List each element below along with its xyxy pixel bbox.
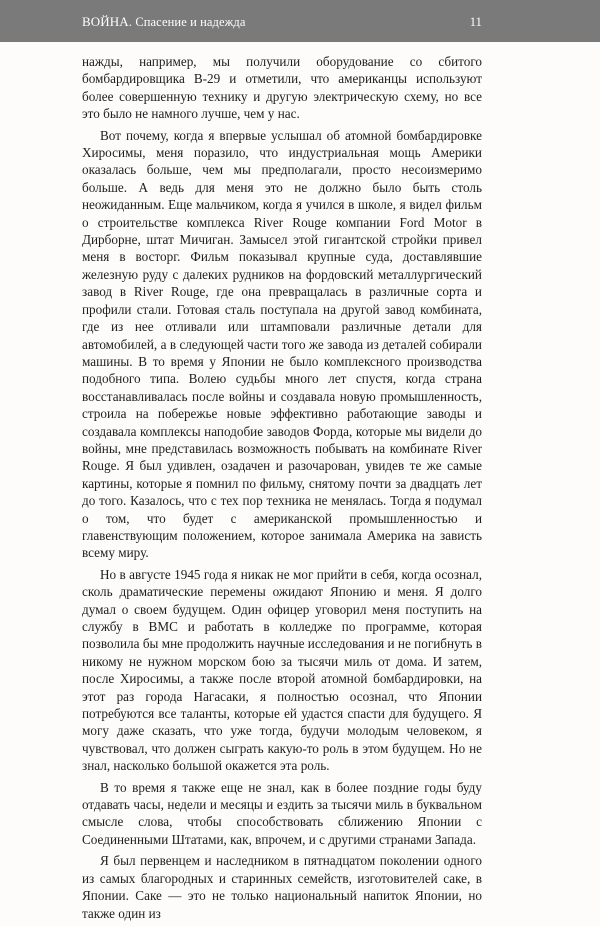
running-header <box>0 0 600 42</box>
chapter-title: Спасение и надежда <box>135 15 246 29</box>
paragraph: Но в августе 1945 года я никак не мог прийти в себя, когда осознал, сколь драматические перемены ожидают Японию и меня. Я долго думал о своем будущем. Один офицер уговорил меня поступить на службу в ВМС и работать в колледже по программе, которая позволила бы мне продолжить научные исследования и не погибнуть в никому не нужном морском бою за тысячи миль от дома. И затем, после Хиросимы, а также после второй атомной бомбардировки, на этот раз города Нагасаки, я полностью осознал, что Японии потребуются все таланты, которые ей удастся спасти для будущего. Я могу даже сказать, что уже тогда, будучи молодым человеком, я чувствовал, что должен сыграть какую-то роль в этом будущем. Но не знал, насколько большой окажется эта роль. <box>82 566 482 774</box>
paragraph: нажды, например, мы получили оборудование со сбитого бомбардировщика B-29 и отметили, что американцы используют более совершенную технику и другую электрическую схему, но все это было не намного лучше, чем у нас. <box>82 54 482 122</box>
page-number: 11 <box>469 14 482 29</box>
paragraph: В то время я также еще не знал, как в более поздние годы буду отдавать часы, недели и месяцы и ездить за тысячи миль в буквальном смысле слова, чтобы способствовать сближению Японии с Соединенными Штатами, как, впрочем, и с другими странами Запада. <box>82 779 482 847</box>
page-body <box>82 53 482 926</box>
paragraph: Я был первенцем и наследником в пятнадцатом поколении одного из самых благородных и старинных семейств, изготовителей саке, в Японии. Саке — это не только национальный напиток Японии, но также один из <box>82 853 482 921</box>
paragraph: Вот почему, когда я впервые услышал об атомной бомбардировке Хиросимы, меня поразило, что индустриальная мощь Америки оказалась больше, чем мы предполагали, просто несоизмеримо больше. А ведь для меня это не должно было быть столь неожиданным. Еще мальчиком, когда я учился в школе, я видел фильм о строительстве комплекса River Rouge компании Ford Motor в Дирборне, штат Мичиган. Замысел этой гигантской стройки привел меня в восторг. Фильм показывал крупные суда, доставлявшие железную руду с далеких рудников на фордовский металлургический завод в River Rouge, где она превращалась в различные сорта и профили стали. Готовая сталь поступала на другой завод комбината, где из нее отливали или штамповали различные детали для автомобилей, а в следующей части того же завода из деталей собирали машины. В то время у Японии не было комплексного производства подобного типа. Волею судьбы много лет спустя, когда страна восстанавливалась после войны и создавала новую промышленность, строила на побережье новые эффективно работающие заводы и создавала комплексы наподобие заводов Форда, которые мы видели до войны, мне представилась возможность побывать на комбинате River Rouge. Я был удивлен, озадачен и разочарован, увидев те же самые картины, которые я помнил по фильму, снятому почти за двадцать лет до того. Казалось, что с тех пор техника не менялась. Тогда я подумал о том, что будет с американской промышленностью и главенствующим положением, которое занимала Америка на зависть всему миру. <box>82 127 482 561</box>
running-title <box>82 14 246 30</box>
book-title: ВОЙНА. <box>82 14 133 29</box>
